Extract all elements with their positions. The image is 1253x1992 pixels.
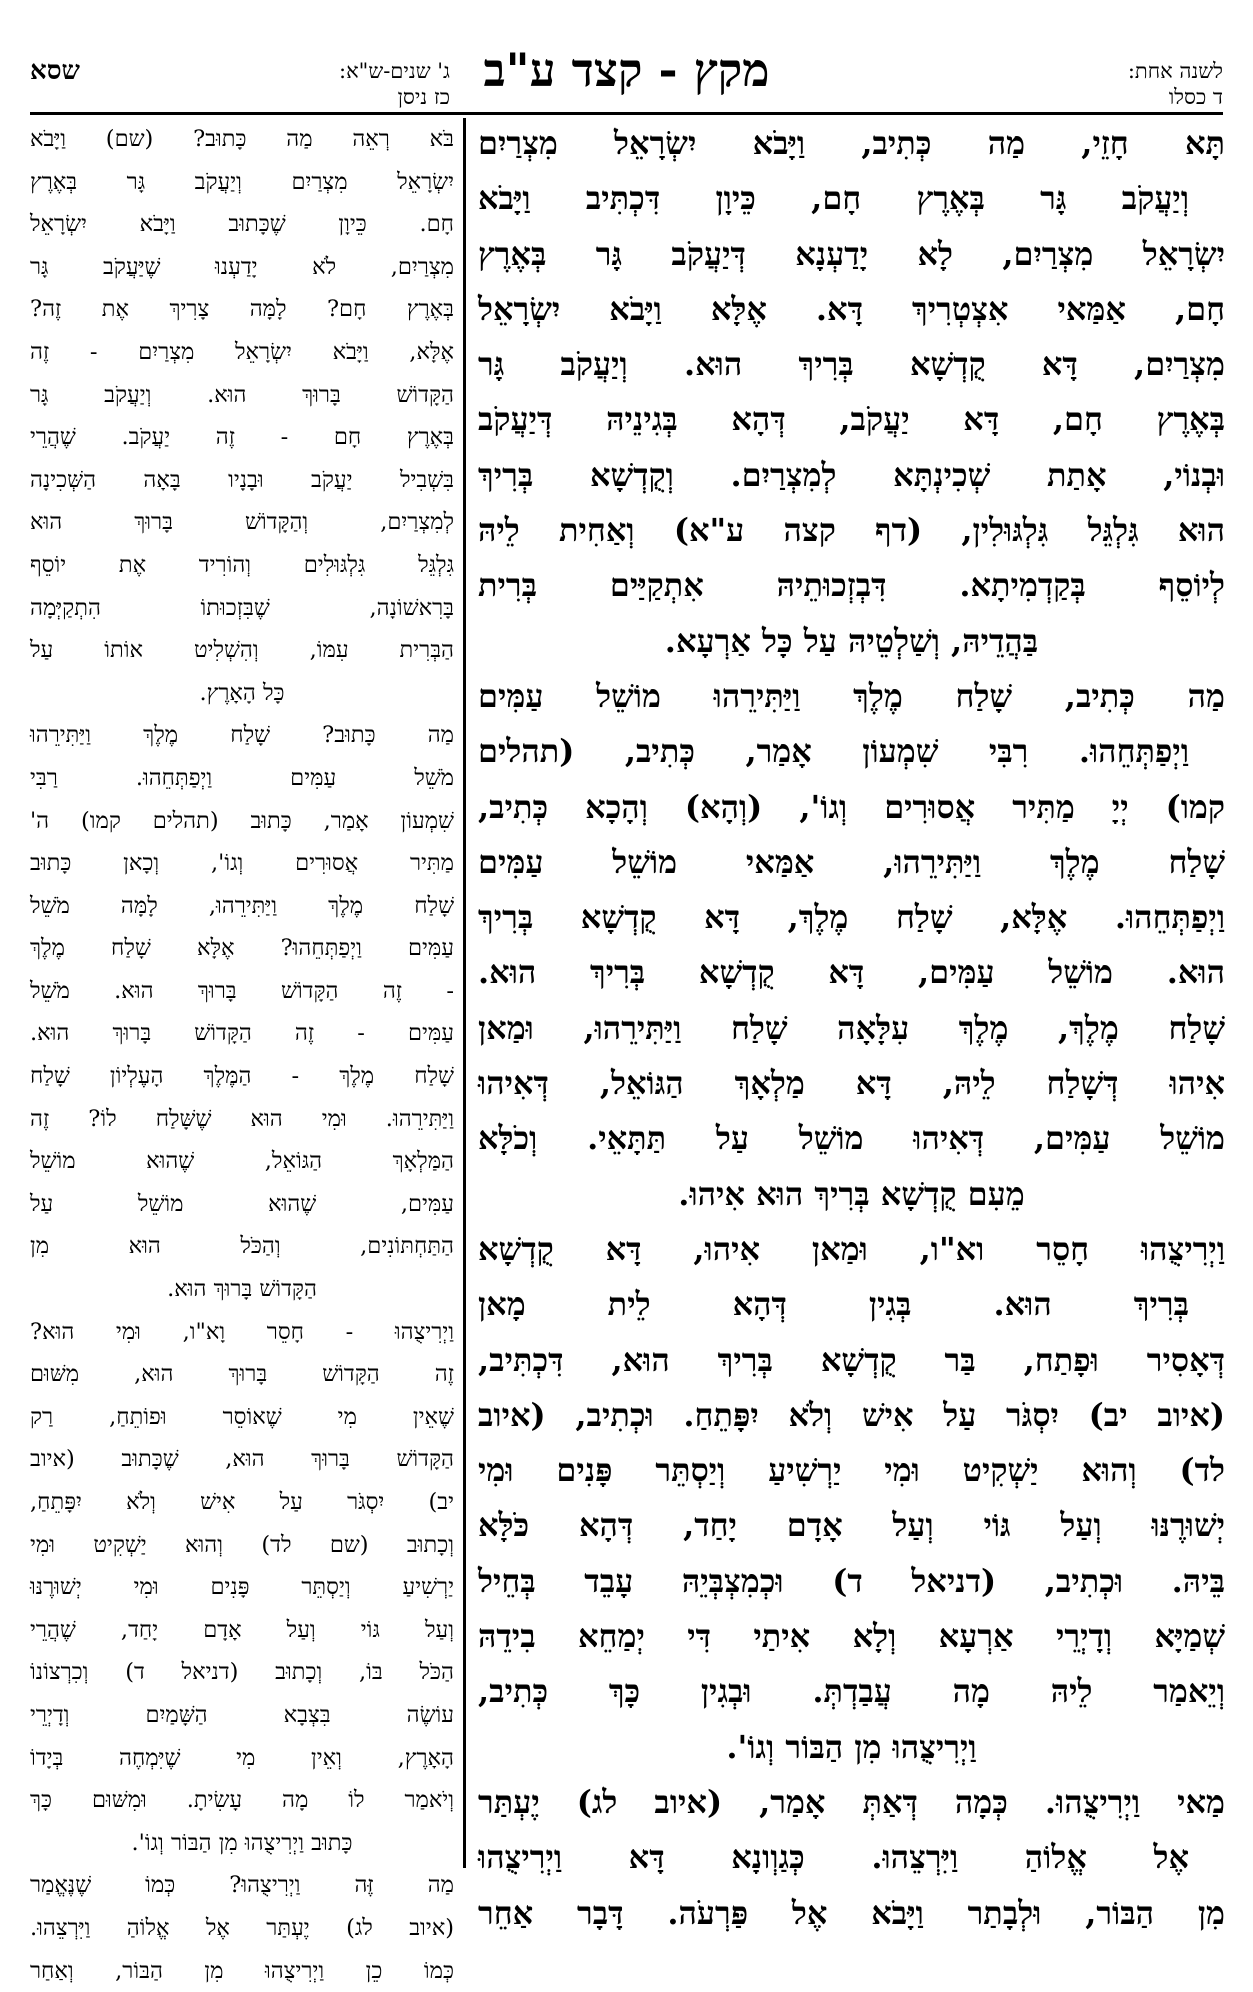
text-line: כָּל הָאָרֶץ. bbox=[199, 679, 285, 706]
text-line: הַתַּחְתּוֹנִים, וְהַכֹּל הוּא מִן bbox=[30, 1233, 454, 1260]
hebrew-translation-column bbox=[30, 118, 454, 1984]
text-line: כְּמוֹ כֵן וַיְרִיצֻהוּ מִן הַבּוֹר, וְאַחַר bbox=[30, 1957, 454, 1984]
text-line: עַמִּים - זֶה הַקָּדוֹשׁ בָּרוּךְ הוּא. bbox=[30, 1020, 454, 1047]
text-line: הוּא גִּלְגֵּל גִּלְגּוּלִין, (דף קצה ע"א) וְאַחִית לֵיהּ bbox=[478, 511, 1225, 550]
text-line: מֵעִם קֻדְשָׁא בְּרִיךְ הוּא אִיהוּ. bbox=[678, 1174, 1025, 1213]
text-line: כָּתוּב וַיְרִיצֻהוּ מִן הַבּוֹר וְגוֹ'. bbox=[131, 1829, 353, 1856]
text-line: יְשׁוּרֶנּוּ וְעַל גּוֹי וְעַל אָדָם יָחַד, דְּהָא כֹּלָּא bbox=[478, 1506, 1226, 1545]
text-line: הַקָּדוֹשׁ בָּרוּךְ הוּא, שֶׁכָּתוּב (איוב bbox=[30, 1446, 454, 1473]
text-line: הַקָּדוֹשׁ בָּרוּךְ הוּא. bbox=[167, 1276, 317, 1303]
text-line: שָׁלַח מֶלֶךְ וַיַּתִּירֵהוּ, אַמַּאי מוֹשֵׁל עַמִּים bbox=[478, 842, 1225, 881]
text-line: הַמַּלְאָךְ הַגּוֹאֵל, שֶׁהוּא מוֹשֵׁל bbox=[30, 1148, 454, 1175]
text-line: שָׁלַח מֶלֶךְ, מֶלֶךְ עִלָּאָה שָׁלַח וַיַּתִּירֵהוּ, וּמַאן bbox=[478, 1008, 1225, 1047]
text-line: וַיְפַתְּחֵהוּ. רִבִּי שִׁמְעוֹן אָמַר, כְּתִיב, (תהלים bbox=[478, 732, 1189, 771]
text-line: הַקָּדוֹשׁ בָּרוּךְ הוּא. וְיַעֲקֹב גָּר bbox=[30, 381, 454, 408]
text-line: בְּאֶרֶץ חָם, דָּא יַעֲקֹב, דְּהָא בְּגִינֵיהּ דְּיַעֲקֹב bbox=[478, 400, 1225, 439]
one-year-label: לשנה אחת: bbox=[1127, 59, 1223, 83]
page-title: מקץ - קצד ע"ב bbox=[483, 43, 770, 97]
text-line: שְׁמַיָּא וְדָיְרֵי אַרְעָא וְלָא אִיתַי דִּי יְמַחֵא בִידֵהּ bbox=[478, 1617, 1225, 1656]
text-line: בֵּיהּ. וּכְתִיב, (דניאל ד) וּכְמִצְבְּיֵהּ עָבֵד בְּחֵיל bbox=[478, 1561, 1225, 1600]
text-line: זֶה הַקָּדוֹשׁ בָּרוּךְ הוּא, מִשּׁוּם bbox=[30, 1361, 454, 1388]
text-line: בִּשְׁבִיל יַעֲקֹב וּבָנָיו בָּאָה הַשְּׁכִינָה bbox=[30, 466, 454, 493]
text-line: בְּאֶרֶץ חָם - זֶה יַעֲקֹב. שֶׁהֲרֵי bbox=[30, 424, 454, 451]
aramaic-text-column bbox=[478, 116, 1226, 1932]
text-line: בֹּא רְאֵה מַה כָּתוּב? (שם) וַיָּבֹא bbox=[30, 126, 454, 152]
text-line: בַּהֲדֵיהּ, וְשַׁלְטֵיהּ עַל כָּל אַרְעָא. bbox=[664, 621, 1039, 660]
text-line: וַיְפַתְּחֵהוּ. אֶלָּא, שָׁלַח מֶלֶךְ, דָּא קֻדְשָׁא בְּרִיךְ bbox=[478, 898, 1225, 937]
one-year-date: ד כסלו bbox=[1168, 85, 1223, 109]
text-line: עַמִּים וַיְפַתְּחֵהוּ? אֶלָּא שָׁלַח מֶלֶךְ bbox=[30, 935, 454, 962]
text-line: וְיֹאמַר לוֹ מָה עָשִׂיתָ. וּמִשּׁוּם כָּךְ bbox=[30, 1787, 454, 1814]
text-line: הַבְּרִית עִמּוֹ, וְהִשְׁלִיט אוֹתוֹ עַל bbox=[30, 637, 454, 664]
text-line: לד) וְהוּא יַשְׁקִיט וּמִי יַרְשִׁיעַ וְיַסְתֵּר פָּנִים וּמִי bbox=[478, 1451, 1226, 1490]
one-year-schedule bbox=[1023, 58, 1223, 110]
text-line: מַה זֶּה וַיְרִיצֻהוּ? כְּמוֹ שֶׁנֶּאֱמַר bbox=[30, 1872, 454, 1899]
text-line: וַיְרִיצֻהוּ מִן הַבּוֹר וְגוֹ'. bbox=[726, 1727, 977, 1766]
three-year-date: כז ניסן bbox=[397, 85, 450, 109]
text-line: וְעַל גּוֹי וְעַל אָדָם יָחַד, שֶׁהֲרֵי bbox=[30, 1616, 454, 1643]
column-divider bbox=[463, 118, 466, 1868]
text-line: יִשְׂרָאֵל מִצְרַיִם וְיַעֲקֹב גָּר בְּאֶרֶץ bbox=[30, 168, 454, 195]
text-line: תָּא חָזֵי, מַה כְּתִיב, וַיָּבֹא יִשְׂרָאֵל מִצְרַיִם bbox=[478, 124, 1225, 162]
header-rule bbox=[30, 112, 1223, 115]
text-line: גִּלְגֵּל גִּלְגּוּלִים וְהוֹרִיד אֶת יוֹסֵף bbox=[30, 551, 454, 578]
text-line: וְיֵאמַר לֵיהּ מָה עֲבַדְתְּ. וּבְגִין כָּךְ כְּתִיב, bbox=[478, 1672, 1225, 1711]
text-line: מִצְרַיִם, לֹא יָדַעְנוּ שֶׁיַּעֲקֹב גָּר bbox=[30, 253, 454, 280]
text-line: וְיַעֲקֹב גָּר בְּאֶרֶץ חָם, כֵּיוָן דִּכְתִּיב וַיָּבֹא bbox=[478, 179, 1189, 218]
text-line: חָם, אַמַּאי אִצְטְרִיךְ דָּא. אֶלָּא וַיָּבֹא יִשְׂרָאֵל bbox=[478, 289, 1225, 328]
text-line: בָּרִאשׁוֹנָה, שֶׁבִּזְכוּתוֹ הִתְקַיְּמָה bbox=[30, 594, 454, 621]
text-line: מוֹשֵׁל עַמִּים, דְּאִיהוּ מוֹשֵׁל עַל תַּתָּאֵי. וְכֹלָּא bbox=[478, 1119, 1225, 1158]
text-line: יב) יִסְגֹּר עַל אִישׁ וְלֹא יִפָּתֵחַ, bbox=[30, 1489, 454, 1515]
text-line: וַיְרִיצֻהוּ חָסֵר וא"ו, וּמַאן אִיהוּ, דָּא קֻדְשָׁא bbox=[478, 1229, 1225, 1268]
text-line: חָם. כֵּיוָן שֶׁכָּתוּב וַיָּבֹא יִשְׂרָאֵל bbox=[30, 211, 454, 238]
text-line: מַתִּיר אֲסוּרִים וְגוֹ', וְכָאן כָּתוּב bbox=[30, 850, 454, 877]
folio-number: שסא bbox=[30, 56, 80, 86]
text-line: הָאָרֶץ, וְאֵין מִי שֶׁיִּמְחֶה בְּיָדוֹ bbox=[30, 1744, 454, 1771]
text-line: מִצְרַיִם, דָּא קֻדְשָׁא בְּרִיךְ הוּא. וְיַעֲקֹב גָּר bbox=[478, 345, 1225, 384]
three-year-label: ג' שנים-ש"א: bbox=[339, 59, 450, 83]
text-line: מַאי וַיְרִיצֻהוּ. כְּמָה דְּאַתְּ אָמַר, (איוב לג) יֶעְתַּר bbox=[478, 1782, 1225, 1821]
text-line: לְמִצְרַיִם, וְהַקָּדוֹשׁ בָּרוּךְ הוּא bbox=[30, 509, 454, 536]
text-line: שָׁלַח מֶלֶךְ וַיַּתִּירֵהוּ, לָמָּה מֹשֵׁל bbox=[30, 892, 454, 919]
text-line: עוֹשֶׂה בִּצְבָא הַשָּׁמַיִם וְדָיְרֵי bbox=[30, 1701, 454, 1728]
text-line: לְיוֹסֵף בְּקַדְמִיתָא. דִּבְזְכוּתֵיהּ אִתְקַיַּים בְּרִית bbox=[478, 566, 1225, 605]
text-line: וַיְרִיצֻהוּ - חָסֵר וָא"ו, וּמִי הוּא? bbox=[30, 1318, 454, 1345]
text-line: יִשְׂרָאֵל מִצְרַיִם, לָא יָדַעְנָא דְּיַעֲקֹב גָּר בְּאֶרֶץ bbox=[478, 234, 1225, 273]
text-line: מֹשֵׁל עַמִּים וַיְפַתְּחֵהוּ. רַבִּי bbox=[30, 764, 454, 791]
text-line: מַה כָּתוּב? שָׁלַח מֶלֶךְ וַיַּתִּירֵהוּ bbox=[30, 722, 454, 749]
text-line: יַרְשִׁיעַ וְיַסְתֵּר פָּנִים וּמִי יְשׁוּרֶנּוּ bbox=[30, 1574, 454, 1601]
text-line: הוּא. מוֹשֵׁל עַמִּים, דָּא קֻדְשָׁא בְּרִיךְ הוּא. bbox=[478, 953, 1225, 992]
text-line: (איוב יב) יִסְגֹּר עַל אִישׁ וְלֹא יִפָּתֵחַ. וּכְתִיב, (איוב bbox=[478, 1395, 1225, 1434]
text-line: עַמִּים, שֶׁהוּא מוֹשֵׁל עַל bbox=[30, 1190, 454, 1217]
text-line: מִן הַבּוֹר, וּלְבָתַר וַיָּבֹא אֶל פַּרְעֹה. דָּבָר אַחֵר bbox=[478, 1893, 1225, 1932]
text-line: וַיַּתִּירֵהוּ. וּמִי הוּא שֶׁשָּׁלַח לוֹ? זֶה bbox=[30, 1105, 454, 1132]
text-line: וּבְנוֹי, אָתַת שְׁכִינְתָּא לְמִצְרַיִם. וְקֻדְשָׁא בְּרִיךְ bbox=[478, 455, 1225, 494]
text-line: אֶל אֱלוֹהַ וַיִּרְצֵהוּ. כְּגַוְונָא דָּא וַיְרִיצֻהוּ bbox=[478, 1838, 1189, 1877]
text-line: שָׁלַח מֶלֶךְ - הַמֶּלֶךְ הָעֶלְיוֹן שָׁלַח bbox=[30, 1063, 454, 1090]
text-line: אִיהוּ דְּשָׁלַח לֵיהּ, דָּא מַלְאָךְ הַגּוֹאֵל, דְּאִיהוּ bbox=[478, 1064, 1225, 1103]
text-line: דְּאָסִיר וּפָתַח, בַּר קֻדְשָׁא בְּרִיךְ הוּא, דִּכְתִּיב, bbox=[478, 1340, 1225, 1379]
text-line: אֶלָּא, וַיָּבֹא יִשְׂרָאֵל מִצְרַיִם - זֶה bbox=[30, 338, 454, 365]
text-line: וְכָתוּב (שם לד) וְהוּא יַשְׁקִיט וּמִי bbox=[30, 1531, 454, 1558]
text-line: - זֶה הַקָּדוֹשׁ בָּרוּךְ הוּא. מֹשֵׁל bbox=[30, 977, 454, 1004]
text-line: שִׁמְעוֹן אָמַר, כָּתוּב (תהלים קמו) ה' bbox=[30, 807, 454, 834]
three-year-block bbox=[170, 58, 450, 110]
text-line: בְּאֶרֶץ חָם? לָמָּה צָרִיךְ אֶת זֶה? bbox=[30, 296, 454, 323]
text-line: הַכֹּל בּוֹ, וְכָתוּב (דניאל ד) וְכִרְצוֹנוֹ bbox=[30, 1659, 454, 1686]
text-line: שֶׁאֵין מִי שֶׁאוֹסֵר וּפוֹתֵחַ, רַק bbox=[30, 1403, 454, 1430]
text-line: בְּרִיךְ הוּא. בְּגִין דְּהָא לֵית מָאן bbox=[478, 1285, 1189, 1324]
text-line: (איוב לג) יֶעְתַּר אֶל אֱלוֹהַ וַיִּרְצֵהוּ. bbox=[30, 1914, 454, 1941]
text-line: קמו) יְיָ מַתִּיר אֲסוּרִים וְגוֹ', (וְהָא) וְהָכָא כְּתִיב, bbox=[478, 787, 1225, 826]
text-line: מַה כְּתִיב, שָׁלַח מֶלֶךְ וַיַּתִּירֵהוּ מוֹשֵׁל עַמִּים bbox=[478, 676, 1225, 715]
